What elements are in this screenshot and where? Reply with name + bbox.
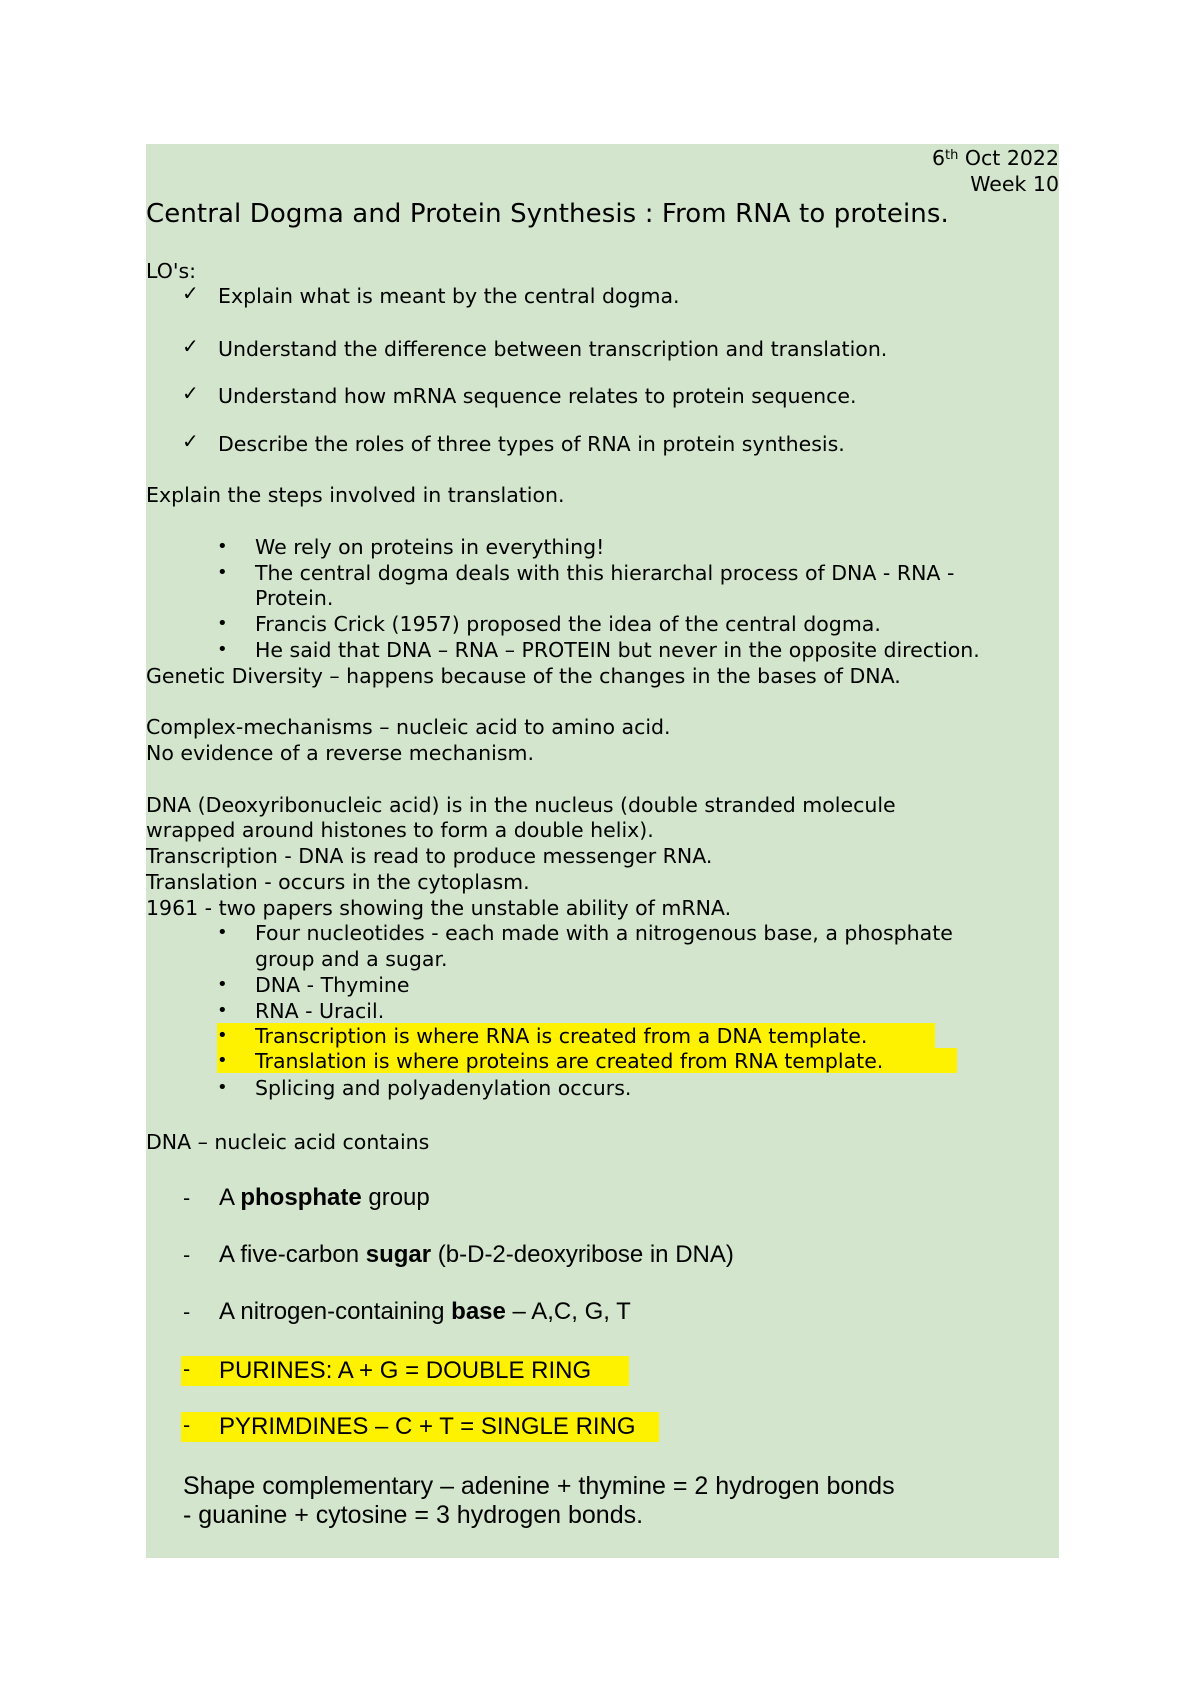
- component-phosphate: A phosphate group: [219, 1184, 430, 1211]
- bullet-icon: •: [217, 639, 228, 660]
- genetic-diversity: Genetic Diversity – happens because of the changes in the bases of DNA.: [146, 664, 901, 688]
- dna-line: wrapped around histones to form a double helix).: [146, 818, 654, 842]
- dash-icon: -: [183, 1300, 191, 1324]
- lo-item: Understand how mRNA sequence relates to protein sequence.: [218, 384, 857, 408]
- translation-line: Translation - occurs in the cytoplasm.: [146, 870, 530, 894]
- shape-complementary-line: - guanine + cytosine = 3 hydrogen bonds.: [183, 1501, 644, 1529]
- bullet-icon: •: [217, 562, 228, 583]
- list-item: DNA - Thymine: [255, 973, 410, 997]
- bullet-icon: •: [217, 1025, 228, 1046]
- dna-contains: DNA – nucleic acid contains: [146, 1130, 430, 1154]
- page-title: Central Dogma and Protein Synthesis : From RNA to proteins.: [146, 199, 949, 229]
- explain-steps: Explain the steps involved in translation.: [146, 483, 565, 507]
- bullet-icon: •: [217, 1077, 228, 1098]
- dash-icon: -: [183, 1243, 191, 1267]
- shape-complementary-line: Shape complementary – adenine + thymine = 2 hydrogen bonds: [183, 1472, 895, 1500]
- highlighted-list-item: Translation is where proteins are created from RNA template.: [255, 1049, 884, 1073]
- papers-line: 1961 - two papers showing the unstable ability of mRNA.: [146, 896, 732, 920]
- bullet-icon: •: [217, 1050, 228, 1071]
- list-item: The central dogma deals with this hierarchal process of DNA - RNA -: [255, 561, 955, 585]
- check-icon: ✓: [182, 429, 199, 453]
- list-item: We rely on proteins in everything!: [255, 535, 605, 559]
- bullet-icon: •: [217, 613, 228, 634]
- list-item: He said that DNA – RNA – PROTEIN but never in the opposite direction.: [255, 638, 980, 662]
- lo-item: Explain what is meant by the central dogma.: [218, 284, 680, 308]
- complex-mechanisms: Complex-mechanisms – nucleic acid to amino acid.: [146, 715, 671, 739]
- component-base: A nitrogen-containing base – A,C, G, T: [219, 1298, 631, 1325]
- bullet-icon: •: [217, 1000, 228, 1021]
- dash-icon: -: [183, 1413, 191, 1437]
- check-icon: ✓: [182, 381, 199, 405]
- list-item-continuation: group and a sugar.: [255, 947, 448, 971]
- date: 6th Oct 2022: [931, 146, 1059, 170]
- no-evidence: No evidence of a reverse mechanism.: [146, 741, 535, 765]
- dna-line: DNA (Deoxyribonucleic acid) is in the nucleus (double stranded molecule: [146, 793, 896, 817]
- lo-item: Understand the difference between transcription and translation.: [218, 337, 888, 361]
- pyrimidines-line: PYRIMDINES – C + T = SINGLE RING: [219, 1413, 636, 1440]
- list-item: Francis Crick (1957) proposed the idea of the central dogma.: [255, 612, 881, 636]
- list-item: Four nucleotides - each made with a nitrogenous base, a phosphate: [255, 921, 953, 945]
- dash-icon: -: [183, 1357, 191, 1381]
- los-label: LO's:: [146, 259, 197, 283]
- list-item-continuation: Protein.: [255, 586, 334, 610]
- week: Week 10: [970, 172, 1059, 196]
- list-item: RNA - Uracil.: [255, 999, 385, 1023]
- bullet-icon: •: [217, 974, 228, 995]
- check-icon: ✓: [182, 281, 199, 305]
- dash-icon: -: [183, 1186, 191, 1210]
- bullet-icon: •: [217, 922, 228, 943]
- purines-line: PURINES: A + G = DOUBLE RING: [219, 1357, 592, 1384]
- lo-item: Describe the roles of three types of RNA in protein synthesis.: [218, 432, 845, 456]
- component-sugar: A five-carbon sugar (b-D-2-deoxyribose in DNA): [219, 1241, 734, 1268]
- bullet-icon: •: [217, 536, 228, 557]
- transcription-line: Transcription - DNA is read to produce messenger RNA.: [146, 844, 713, 868]
- check-icon: ✓: [182, 334, 199, 358]
- highlighted-list-item: Transcription is where RNA is created from a DNA template.: [255, 1024, 868, 1048]
- list-item: Splicing and polyadenylation occurs.: [255, 1076, 632, 1100]
